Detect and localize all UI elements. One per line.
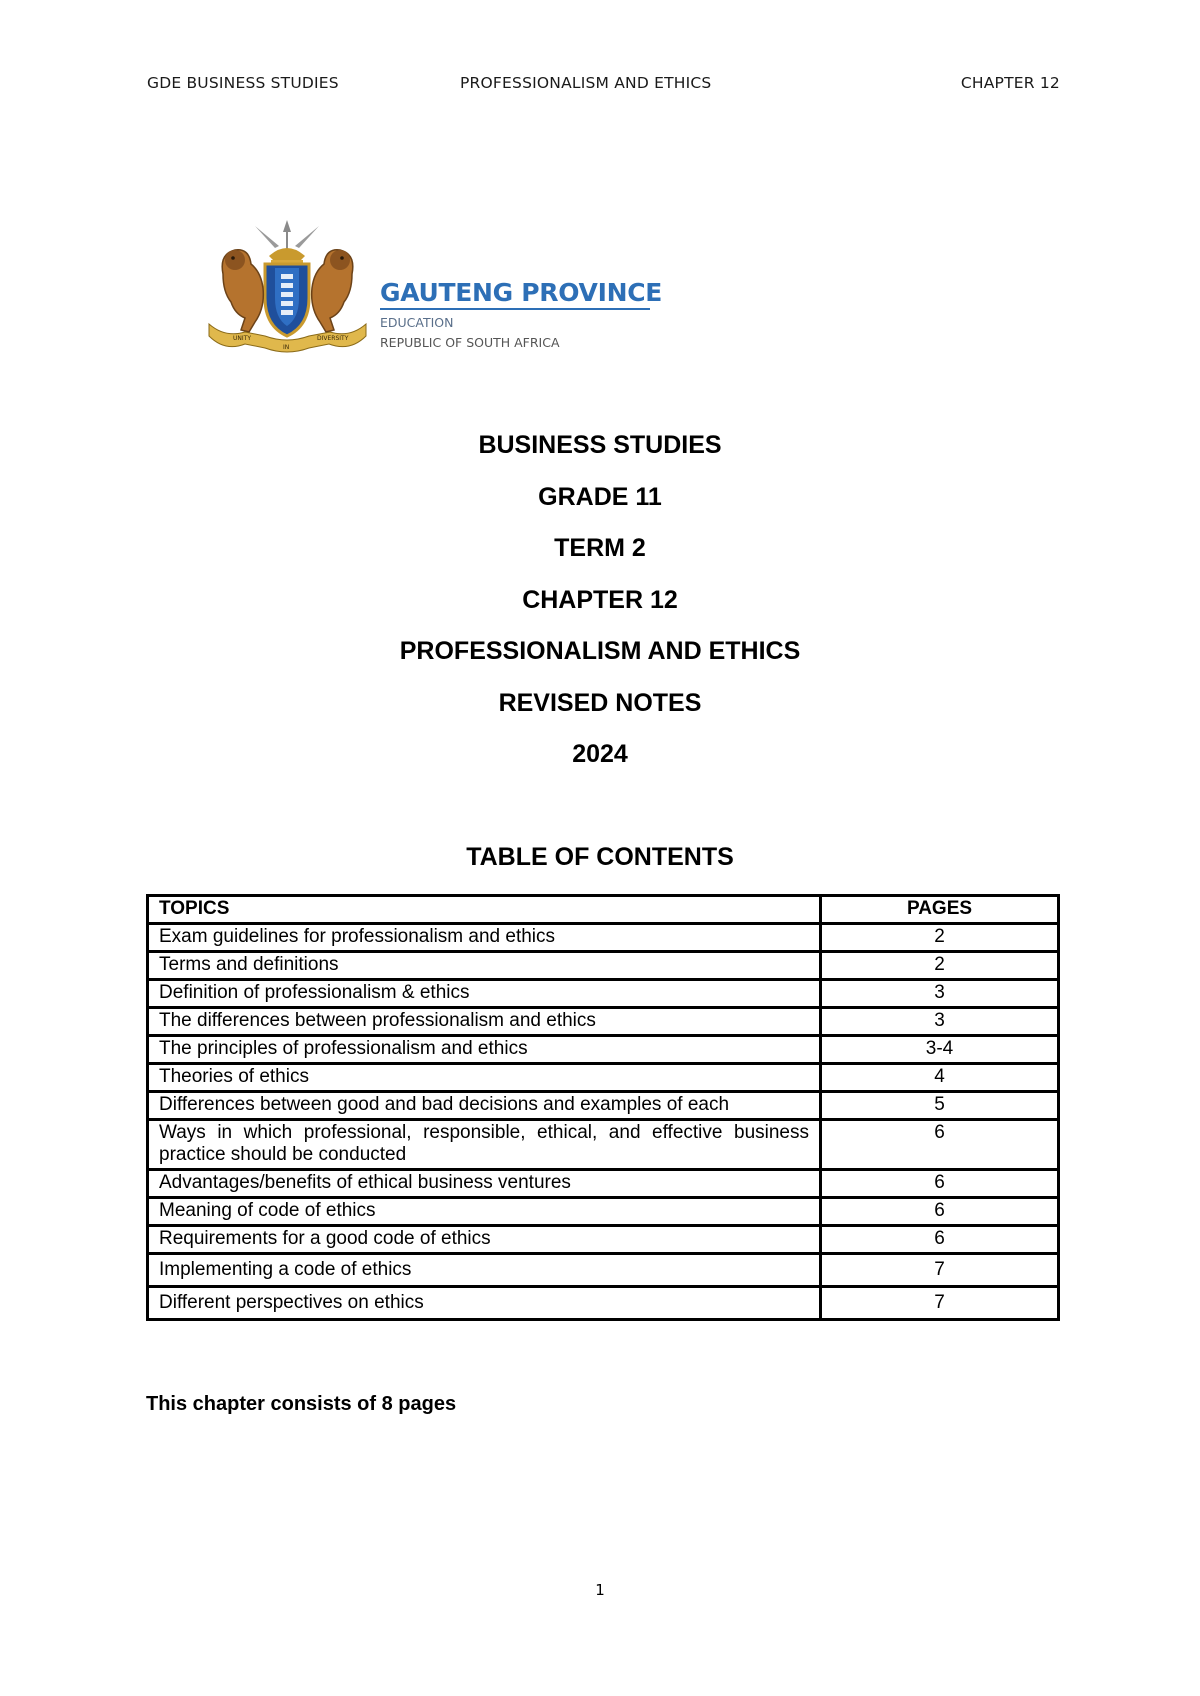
- header-center: PROFESSIONALISM AND ETHICS: [460, 74, 712, 92]
- svg-text:UNITY: UNITY: [233, 335, 251, 342]
- header-right: CHAPTER 12: [960, 74, 1060, 92]
- svg-text:IN: IN: [283, 344, 290, 351]
- table-row: [148, 1287, 1059, 1320]
- toc-topic: The differences between professionalism and ethics: [148, 1008, 821, 1036]
- toc-topic: Terms and definitions: [148, 952, 821, 980]
- title-chapter: CHAPTER 12: [522, 585, 678, 614]
- toc-topic: Definition of professionalism & ethics: [148, 980, 821, 1008]
- toc-pages: 7: [821, 1287, 1059, 1320]
- logo-underline: [380, 308, 650, 310]
- toc-pages: 5: [821, 1092, 1059, 1120]
- toc-header-row: [148, 896, 1059, 924]
- table-row: [148, 1036, 1059, 1064]
- table-row: [148, 980, 1059, 1008]
- toc-topic: Exam guidelines for professionalism and ethics: [148, 924, 821, 952]
- logo-name: GAUTENG PROVINCE: [380, 278, 663, 307]
- chapter-page-count-note: This chapter consists of 8 pages: [146, 1393, 457, 1415]
- title-revision: REVISED NOTES: [498, 688, 702, 717]
- toc-col-pages: PAGES: [821, 896, 1059, 924]
- toc-pages: 3: [821, 980, 1059, 1008]
- toc-col-topics: TOPICS: [148, 896, 821, 924]
- toc-topic: Different perspectives on ethics: [148, 1287, 821, 1320]
- toc-topic: Implementing a code of ethics: [148, 1254, 821, 1287]
- toc-pages: 3-4: [821, 1036, 1059, 1064]
- coat-of-arms-icon: [205, 218, 370, 353]
- title-topic: PROFESSIONALISM AND ETHICS: [399, 637, 801, 665]
- page-number: 1: [595, 1581, 605, 1599]
- logo-subtitle-country: REPUBLIC OF SOUTH AFRICA: [380, 335, 560, 350]
- toc-pages: 7: [821, 1254, 1059, 1287]
- toc-pages: 6: [821, 1198, 1059, 1226]
- toc-pages: 6: [821, 1170, 1059, 1198]
- table-row: [148, 1092, 1059, 1120]
- toc-topic: Theories of ethics: [148, 1064, 821, 1092]
- toc-topic: Requirements for a good code of ethics: [148, 1226, 821, 1254]
- title-year: 2024: [572, 740, 628, 768]
- table-row: [148, 1008, 1059, 1036]
- toc-pages: 2: [821, 952, 1059, 980]
- header-left: GDE BUSINESS STUDIES: [147, 74, 339, 92]
- table-row: [148, 1198, 1059, 1226]
- toc-topic: Ways in which professional, responsible, ethical, and effective business practice should be conducted: [148, 1120, 821, 1170]
- toc-heading: TABLE OF CONTENTS: [466, 843, 734, 871]
- toc-topic: Meaning of code of ethics: [148, 1198, 821, 1226]
- title-term: TERM 2: [554, 534, 646, 562]
- toc-table: [146, 894, 1060, 1321]
- logo-text: [380, 278, 662, 350]
- svg-text:DIVERSITY: DIVERSITY: [317, 335, 349, 342]
- table-row: [148, 924, 1059, 952]
- table-row: [148, 1226, 1059, 1254]
- title-subject: BUSINESS STUDIES: [478, 431, 722, 459]
- gauteng-logo: [205, 218, 665, 353]
- table-row: [148, 1170, 1059, 1198]
- toc-pages: 6: [821, 1120, 1059, 1170]
- title-grade: GRADE 11: [538, 482, 662, 511]
- toc-pages: 6: [821, 1226, 1059, 1254]
- toc-topic: Advantages/benefits of ethical business ventures: [148, 1170, 821, 1198]
- table-row: [148, 1120, 1059, 1170]
- table-row: [148, 1064, 1059, 1092]
- toc-topic: The principles of professionalism and ethics: [148, 1036, 821, 1064]
- logo-subtitle-education: EDUCATION: [380, 315, 454, 330]
- toc-topic: Differences between good and bad decisions and examples of each: [148, 1092, 821, 1120]
- table-row: [148, 1254, 1059, 1287]
- cover-title-block: [0, 430, 1200, 791]
- toc-pages: 2: [821, 924, 1059, 952]
- toc-pages: 3: [821, 1008, 1059, 1036]
- toc-pages: 4: [821, 1064, 1059, 1092]
- table-row: [148, 952, 1059, 980]
